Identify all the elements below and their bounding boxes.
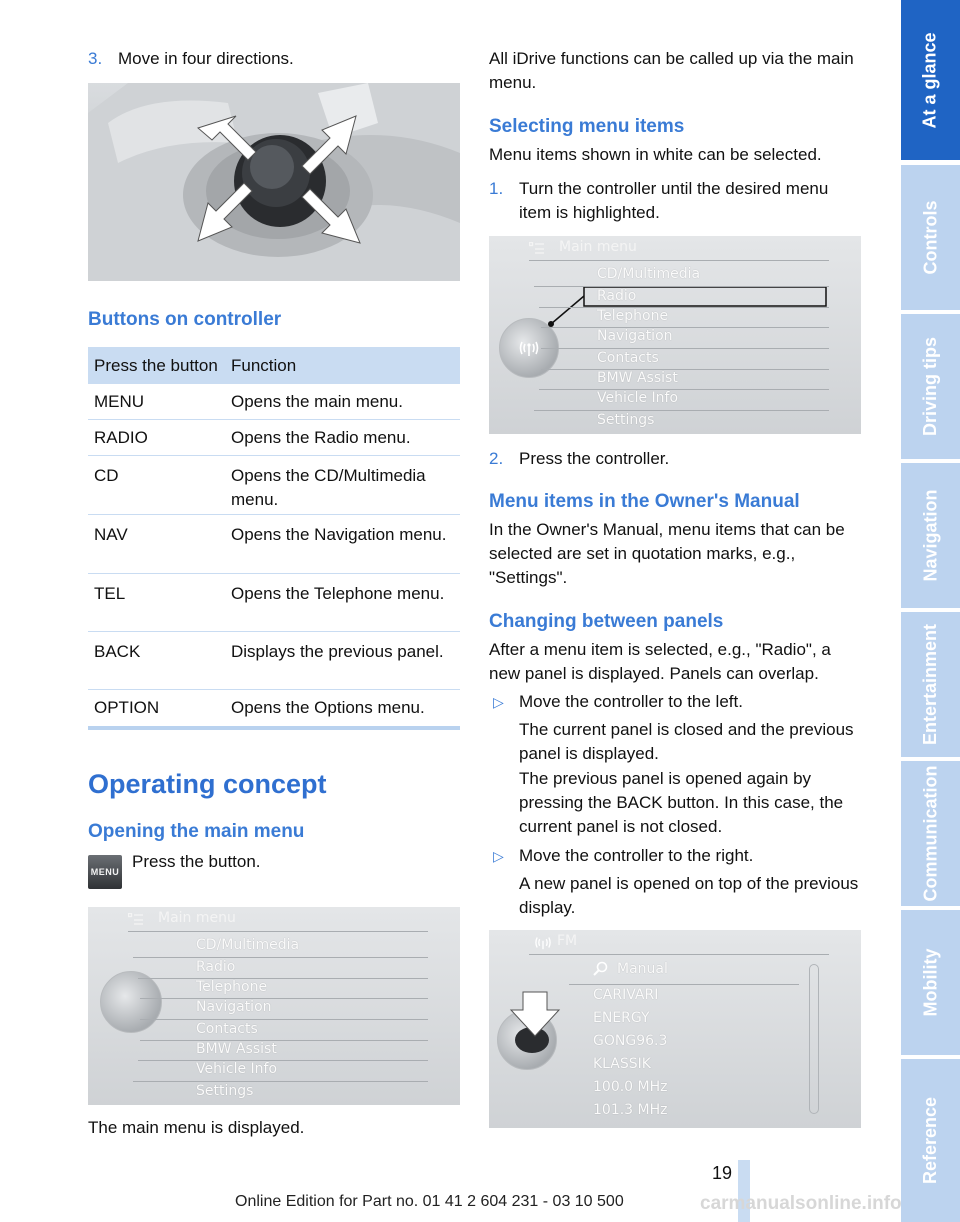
table-row xyxy=(88,574,460,632)
cell-button: RADIO xyxy=(94,427,148,447)
tab-at-a-glance[interactable] xyxy=(901,0,960,160)
station-item: KLASSIK xyxy=(593,1056,651,1072)
selecting-heading: Selecting menu items xyxy=(489,116,685,137)
table-header xyxy=(88,347,460,384)
menu-item: Settings xyxy=(597,412,655,428)
tab-reference[interactable] xyxy=(901,1059,960,1222)
menu-divider xyxy=(140,1019,428,1020)
cell-function: Opens the Navigation menu. xyxy=(231,525,447,544)
screen-title: Main menu xyxy=(158,910,236,926)
menu-divider xyxy=(569,984,799,985)
step-1 xyxy=(489,177,863,222)
table-row xyxy=(88,515,460,574)
menu-item: BMW Assist xyxy=(196,1041,277,1057)
table-row xyxy=(88,690,460,726)
bullet-1-para-1: The current panel is closed and the previous panel is displayed. xyxy=(519,720,854,763)
cell-function: Opens the Options menu. xyxy=(231,698,425,717)
menu-divider xyxy=(138,1060,428,1061)
menu-list-icon xyxy=(128,913,144,926)
tab-label: Navigation xyxy=(920,489,941,582)
opening-main-menu-heading: Opening the main menu xyxy=(88,821,305,842)
bullet-2-para-1: A new panel is opened on top of the previous display. xyxy=(519,874,859,917)
selecting-text: Menu items shown in white can be selected. xyxy=(489,145,822,164)
table-row xyxy=(88,632,460,690)
step-number: 2. xyxy=(489,449,504,468)
menu-divider xyxy=(534,410,829,411)
step-text: Press the controller. xyxy=(519,449,670,468)
step-number: 3. xyxy=(88,49,103,68)
search-icon xyxy=(593,961,608,976)
menu-divider xyxy=(138,978,428,979)
edition-text: Online Edition for Part no. 01 41 2 604 231 - 03 10 500 xyxy=(235,1193,624,1210)
menu-item: BMW Assist xyxy=(597,370,678,386)
step-text: Move in four directions. xyxy=(118,49,294,68)
menu-divider xyxy=(539,307,829,308)
panels-heading: Changing between panels xyxy=(489,611,724,632)
menu-item: Contacts xyxy=(196,1021,258,1037)
tab-label: Reference xyxy=(920,1096,941,1185)
intro-text: All iDrive functions can be called up via the main menu. xyxy=(489,49,854,92)
menu-divider xyxy=(539,389,829,390)
main-menu-displayed-text: The main menu is displayed. xyxy=(88,1118,305,1137)
tab-communication[interactable] xyxy=(901,761,960,906)
tab-label: Entertainment xyxy=(920,623,940,746)
arrow-down-icon xyxy=(509,990,561,1040)
menu-divider xyxy=(140,998,428,999)
controller-photo xyxy=(88,83,460,281)
cell-button: OPTION xyxy=(94,698,160,717)
menu-divider xyxy=(534,286,829,287)
menu-item: Telephone xyxy=(597,308,669,324)
step-3 xyxy=(88,47,460,71)
panels-text: After a menu item is selected, e.g., "Radio", a new panel is displayed. Panels can overlap. xyxy=(489,640,831,683)
screen-title: FM xyxy=(557,933,578,949)
menu-divider xyxy=(133,1081,428,1082)
menu-divider xyxy=(128,931,428,932)
menu-divider xyxy=(133,957,428,958)
menu-item-highlighted: Radio xyxy=(597,288,637,304)
menu-item: Vehicle Info xyxy=(196,1061,278,1077)
cell-button: NAV xyxy=(94,525,128,544)
tab-navigation[interactable] xyxy=(901,463,960,608)
menu-item: Contacts xyxy=(597,350,659,366)
menu-divider xyxy=(541,369,829,370)
bullet-1: Move the controller to the left. xyxy=(519,692,743,711)
tab-label: Communication xyxy=(920,765,941,902)
fm-screen xyxy=(489,930,861,1128)
cell-function: Opens the CD/Multimedia menu. xyxy=(231,466,426,509)
scroll-indicator xyxy=(809,964,819,1114)
screen-title: Main menu xyxy=(559,239,637,255)
tab-controls[interactable] xyxy=(901,165,960,310)
controller-knob-icon xyxy=(100,971,162,1033)
main-menu-highlight-screen xyxy=(489,236,861,434)
owners-manual-text: In the Owner's Manual, menu items that can be selected are set in quotation marks, e.g., "Settings". xyxy=(489,520,845,587)
operating-concept-heading: Operating concept xyxy=(88,769,327,799)
menu-button-label: MENU xyxy=(90,867,120,877)
station-item: GONG96.3 xyxy=(593,1033,668,1049)
menu-divider xyxy=(541,327,829,328)
station-item: CARIVARI xyxy=(593,987,659,1003)
cell-function: Opens the Telephone menu. xyxy=(231,584,445,603)
table-row xyxy=(88,456,460,515)
cell-function: Opens the Radio menu. xyxy=(231,427,411,447)
step-2 xyxy=(489,447,863,471)
press-button-text: Press the button. xyxy=(132,852,261,871)
menu-item: Navigation xyxy=(196,999,272,1015)
station-item: ENERGY xyxy=(593,1010,650,1026)
menu-button-icon xyxy=(88,855,122,889)
cell-button: BACK xyxy=(94,642,141,661)
menu-divider xyxy=(541,348,829,349)
tab-mobility[interactable] xyxy=(901,910,960,1055)
bullet-1-para-2: The previous panel is opened again by pressing the BACK button. In this case, the current panel is not closed. xyxy=(519,769,844,836)
station-item: 100.0 MHz xyxy=(593,1079,668,1095)
menu-item: Vehicle Info xyxy=(597,390,679,406)
menu-divider xyxy=(140,1040,428,1041)
menu-item: Telephone xyxy=(196,979,268,995)
antenna-icon xyxy=(533,935,553,950)
tab-label: Driving tips xyxy=(920,336,941,437)
menu-item: Radio xyxy=(196,959,236,975)
owners-manual-heading: Menu items in the Owner's Manual xyxy=(489,491,800,512)
watermark: carmanualsonline.info xyxy=(700,1193,902,1214)
page-number: 19 xyxy=(712,1163,733,1183)
cell-button: MENU xyxy=(94,391,145,411)
menu-item: Settings xyxy=(196,1083,254,1099)
tab-label: Controls xyxy=(920,200,940,275)
tab-label: At a glance xyxy=(920,31,940,129)
cell-button: CD xyxy=(94,466,119,485)
main-menu-screen xyxy=(88,907,460,1105)
buttons-heading: Buttons on controller xyxy=(88,309,282,330)
cell-function: Displays the previous panel. xyxy=(231,642,444,661)
bullet-2: Move the controller to the right. xyxy=(519,846,754,865)
bullet-triangle-icon: ▷ xyxy=(493,848,504,864)
buttons-table xyxy=(88,347,460,730)
menu-item: CD/Multimedia xyxy=(196,937,300,953)
header-function: Function xyxy=(231,355,297,375)
table-end-rule xyxy=(88,726,460,730)
cell-function: Opens the main menu. xyxy=(231,391,403,411)
manual-option: Manual xyxy=(617,961,668,977)
step-text: Turn the controller until the desired menu item is highlighted. xyxy=(519,179,829,222)
tab-driving-tips[interactable] xyxy=(901,314,960,459)
tab-entertainment[interactable] xyxy=(901,612,960,757)
bullet-triangle-icon: ▷ xyxy=(493,694,504,710)
controller-illustration xyxy=(88,83,460,281)
menu-item: Navigation xyxy=(597,328,673,344)
tab-label: Mobility xyxy=(920,948,940,1017)
menu-divider xyxy=(529,954,829,955)
step-number: 1. xyxy=(489,179,504,198)
table-row xyxy=(88,420,460,456)
cell-button: TEL xyxy=(94,584,126,603)
station-item: 101.3 MHz xyxy=(593,1102,668,1118)
table-row xyxy=(88,384,460,420)
header-button: Press the button xyxy=(94,355,218,375)
menu-item: CD/Multimedia xyxy=(597,266,701,282)
